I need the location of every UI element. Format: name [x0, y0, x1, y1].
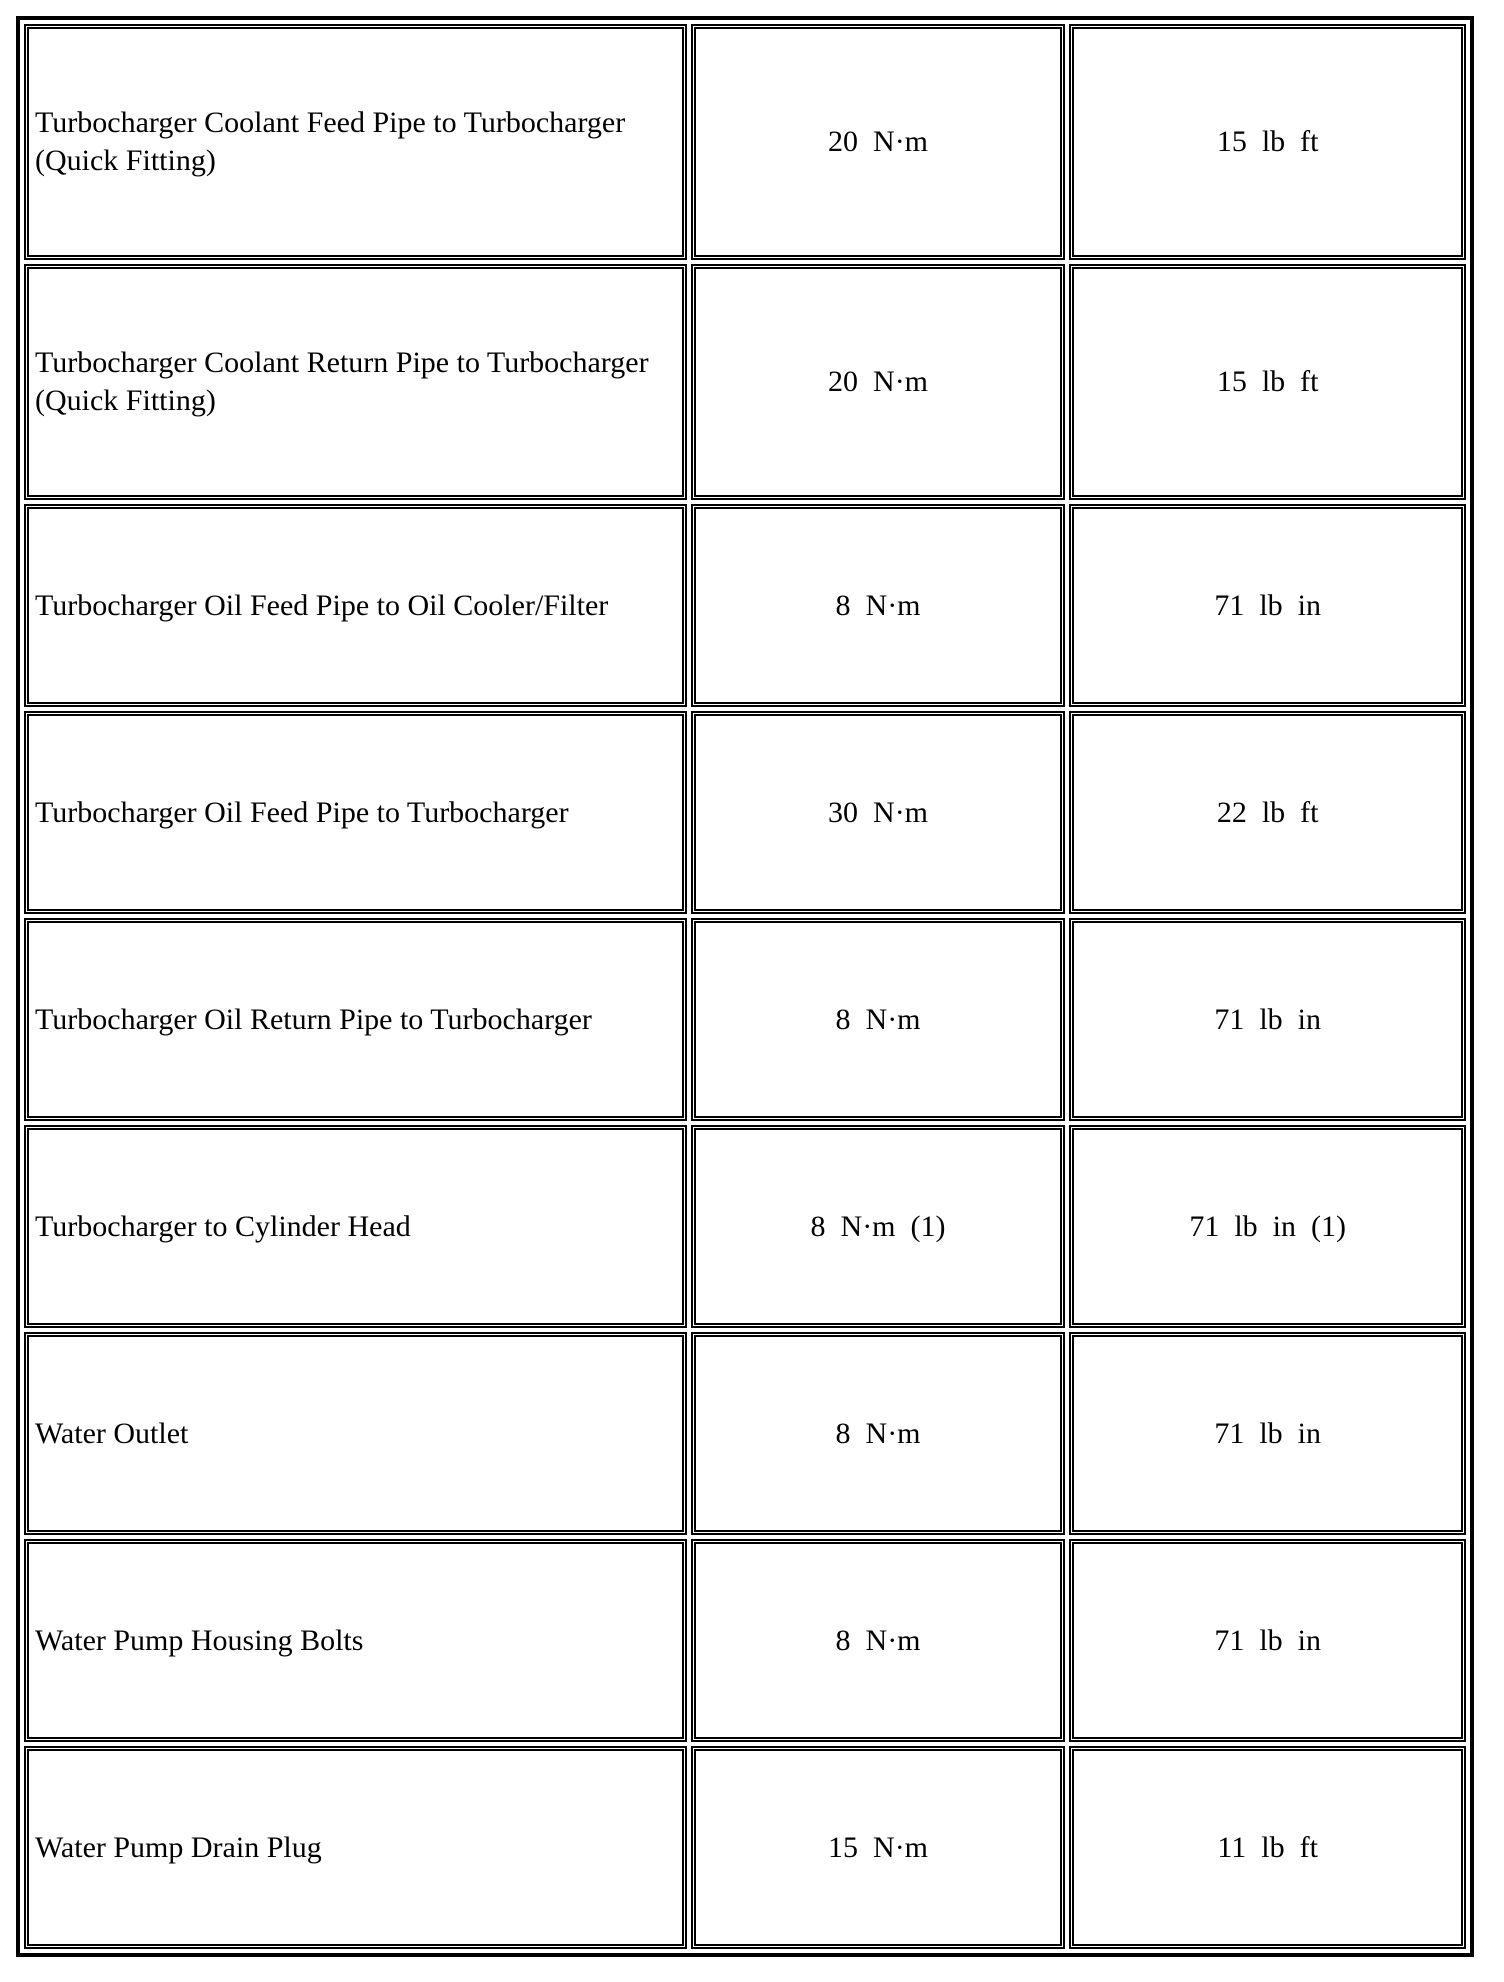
metric-torque-cell	[691, 1332, 1066, 1535]
metric-torque-cell	[691, 711, 1066, 914]
english-torque-cell	[1069, 24, 1466, 260]
table-row	[22, 262, 1468, 502]
fastener-name: Turbocharger Coolant Return Pipe to Turbocharger (Quick Fitting)	[35, 346, 649, 417]
metric-torque-value: 20 N·m	[828, 365, 929, 398]
fastener-name: Water Pump Housing Bolts	[35, 1623, 364, 1657]
english-torque-cell	[1069, 264, 1466, 500]
fastener-cell	[24, 24, 687, 260]
table-row	[22, 1330, 1468, 1537]
english-torque-value: 15 lb ft	[1216, 125, 1319, 158]
table-row	[22, 1744, 1468, 1951]
metric-torque-value: 8 N·m (1)	[810, 1209, 946, 1243]
fastener-cell	[24, 1539, 687, 1742]
fastener-name: Turbocharger Oil Return Pipe to Turbocharger	[35, 1002, 592, 1036]
metric-torque-value: 8 N·m	[835, 1623, 921, 1657]
fastener-name: Turbocharger Oil Feed Pipe to Oil Cooler/Filter	[35, 588, 609, 622]
metric-torque-cell	[691, 1125, 1066, 1328]
metric-torque-value: 30 N·m	[828, 795, 929, 829]
metric-torque-value: 8 N·m	[835, 588, 921, 622]
fastener-cell	[24, 1746, 687, 1949]
fastener-cell	[24, 711, 687, 914]
fastener-cell	[24, 918, 687, 1121]
table-row	[22, 916, 1468, 1123]
english-torque-cell	[1069, 1746, 1466, 1949]
metric-torque-cell	[691, 264, 1066, 500]
english-torque-value: 71 lb in	[1214, 1002, 1322, 1036]
english-torque-value: 71 lb in	[1214, 1416, 1322, 1450]
fastener-cell	[24, 1125, 687, 1328]
english-torque-value: 15 lb ft	[1216, 365, 1319, 398]
english-torque-cell	[1069, 1125, 1466, 1328]
table-row	[22, 1537, 1468, 1744]
table-row	[22, 709, 1468, 916]
fastener-name: Water Pump Drain Plug	[35, 1830, 322, 1864]
english-torque-value: 11 lb ft	[1217, 1830, 1318, 1864]
metric-torque-value: 8 N·m	[835, 1416, 921, 1450]
metric-torque-cell	[691, 24, 1066, 260]
english-torque-value: 71 lb in	[1214, 1623, 1322, 1657]
metric-torque-value: 20 N·m	[828, 125, 929, 158]
metric-torque-value: 8 N·m	[835, 1002, 921, 1036]
english-torque-value: 22 lb ft	[1216, 795, 1319, 829]
table-row	[22, 502, 1468, 709]
fastener-name: Turbocharger Coolant Feed Pipe to Turbocharger (Quick Fitting)	[35, 106, 626, 177]
fastener-name: Water Outlet	[35, 1416, 189, 1450]
english-torque-cell	[1069, 918, 1466, 1121]
english-torque-cell	[1069, 1332, 1466, 1535]
metric-torque-cell	[691, 1539, 1066, 1742]
metric-torque-value: 15 N·m	[828, 1830, 929, 1864]
table-row	[22, 22, 1468, 262]
english-torque-cell	[1069, 1539, 1466, 1742]
table-row	[22, 1123, 1468, 1330]
fastener-name: Turbocharger to Cylinder Head	[35, 1209, 411, 1243]
fastener-cell	[24, 1332, 687, 1535]
metric-torque-cell	[691, 1746, 1066, 1949]
english-torque-cell	[1069, 711, 1466, 914]
english-torque-value: 71 lb in	[1214, 588, 1322, 622]
fastener-name: Turbocharger Oil Feed Pipe to Turbocharger	[35, 795, 569, 829]
fastener-cell	[24, 504, 687, 707]
torque-specification-table	[16, 16, 1474, 1957]
metric-torque-cell	[691, 504, 1066, 707]
english-torque-cell	[1069, 504, 1466, 707]
fastener-cell	[24, 264, 687, 500]
english-torque-value: 71 lb in (1)	[1189, 1209, 1346, 1243]
metric-torque-cell	[691, 918, 1066, 1121]
